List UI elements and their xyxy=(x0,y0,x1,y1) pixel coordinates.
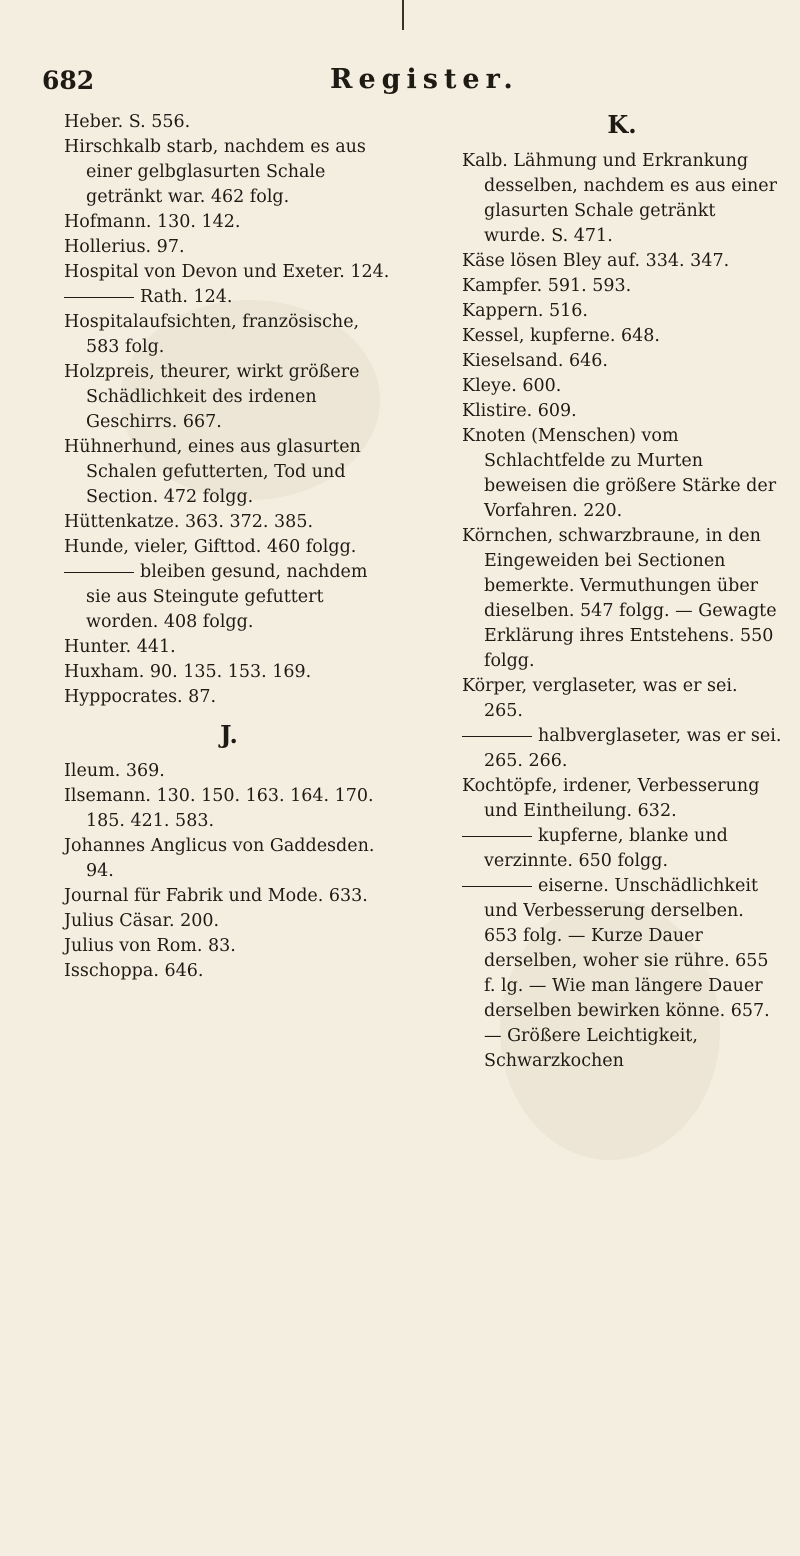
index-entry xyxy=(64,510,394,535)
index-entry xyxy=(64,635,394,660)
entry-text: Julius von Rom. 83. xyxy=(64,936,236,956)
index-entry xyxy=(462,249,782,274)
index-entry xyxy=(462,824,782,874)
entry-text: Hühnerhund, eines aus glasurten Schalen gefutterten, Tod und Section. 472 folgg. xyxy=(64,437,361,507)
index-entry xyxy=(462,299,782,324)
index-entry xyxy=(64,959,394,984)
index-entry xyxy=(462,724,782,774)
entry-text: Johannes Anglicus von Gaddesden. 94. xyxy=(64,836,375,881)
index-entry xyxy=(64,909,394,934)
index-entry xyxy=(462,149,782,249)
entry-text: Hunter. 441. xyxy=(64,637,176,657)
entry-text: Hofmann. 130. 142. xyxy=(64,212,241,232)
index-entry xyxy=(462,349,782,374)
entry-text: Kleye. 600. xyxy=(462,376,562,396)
entry-text: Hirschkalb starb, nachdem es aus einer gelbglasurten Schale getränkt war. 462 folg. xyxy=(64,137,366,207)
entry-text: Hospital von Devon und Exeter. 124. xyxy=(64,262,390,282)
entry-text: Hüttenkatze. 363. 372. 385. xyxy=(64,512,314,532)
index-entry xyxy=(462,399,782,424)
index-entry xyxy=(462,524,782,674)
ditto-dash xyxy=(462,736,532,737)
entry-text: Huxham. 90. 135. 153. 169. xyxy=(64,662,312,682)
entry-text: eiserne. Unschädlichkeit und Verbesserung derselben. 653 folg. — Kurze Dauer derselben, woher sie rühre. 655 f. lg. — Wie man längere Dauer derselben bewirken könne. 657. — Größere Leichtigkeit, Schwarzkochen xyxy=(484,876,770,1071)
entry-text: Hospitalaufsichten, französische, 583 folg. xyxy=(64,312,360,357)
index-entry xyxy=(64,759,394,784)
ditto-dash xyxy=(64,297,134,298)
ditto-dash xyxy=(64,572,134,573)
index-entry xyxy=(64,210,394,235)
entry-text: Journal für Fabrik und Mode. 633. xyxy=(64,886,368,906)
index-entry xyxy=(462,774,782,824)
index-entry xyxy=(64,235,394,260)
page-number: 682 xyxy=(42,66,95,95)
entry-text: Ilsemann. 130. 150. 163. 164. 170. 185. 421. 583. xyxy=(64,786,374,831)
index-entry xyxy=(64,560,394,635)
section-letter-j: J. xyxy=(220,720,238,749)
entry-text: Kieselsand. 646. xyxy=(462,351,608,371)
entry-text: Ileum. 369. xyxy=(64,761,165,781)
entry-text: Kochtöpfe, irdener, Verbesserung und Eintheilung. 632. xyxy=(462,776,760,821)
left-column xyxy=(64,110,394,984)
index-entry xyxy=(462,874,782,1074)
entry-text: Hyppocrates. 87. xyxy=(64,687,217,707)
index-entry xyxy=(64,110,394,135)
entry-text: Isschoppa. 646. xyxy=(64,961,204,981)
index-entry xyxy=(64,934,394,959)
index-entry xyxy=(64,435,394,510)
entry-text: Hunde, vieler, Gifttod. 460 folgg. xyxy=(64,537,357,557)
index-entry xyxy=(64,260,394,285)
index-entry xyxy=(64,535,394,560)
entry-text: Käse lösen Bley auf. 334. 347. xyxy=(462,251,730,271)
index-entry xyxy=(64,310,394,360)
index-entry xyxy=(64,135,394,210)
entry-text: Kessel, kupferne. 648. xyxy=(462,326,660,346)
section-letter-k: K. xyxy=(607,110,637,139)
page-title: Register. xyxy=(330,64,519,95)
right-column xyxy=(462,110,782,1074)
index-entry xyxy=(64,784,394,834)
page-header xyxy=(30,58,770,98)
entry-text: Klistire. 609. xyxy=(462,401,577,421)
index-entry xyxy=(462,424,782,524)
entry-text: Kalb. Lähmung und Erkrankung desselben, nachdem es aus einer glasurten Schale getränkt wurde. S. 471. xyxy=(462,151,778,246)
entry-text: Heber. S. 556. xyxy=(64,112,191,132)
index-entry xyxy=(64,360,394,435)
entry-text: bleiben gesund, nachdem sie aus Steingute gefuttert worden. 408 folgg. xyxy=(86,562,368,632)
entry-text: Körnchen, schwarzbraune, in den Eingeweiden bei Sectionen bemerkte. Vermuthungen über dieselben. 547 folgg. — Gewagte Erklärung ihres Entstehens. 550 folgg. xyxy=(462,526,777,671)
ditto-dash xyxy=(462,886,532,887)
entry-text: Kampfer. 591. 593. xyxy=(462,276,632,296)
ditto-dash xyxy=(462,836,532,837)
entry-text: Körper, verglaseter, was er sei. 265. xyxy=(462,676,738,721)
entry-text: Rath. 124. xyxy=(140,287,233,307)
index-entry xyxy=(462,374,782,399)
entry-text: Julius Cäsar. 200. xyxy=(64,911,220,931)
index-entry xyxy=(64,834,394,884)
index-entry xyxy=(64,884,394,909)
index-entry xyxy=(462,324,782,349)
index-entry xyxy=(64,685,394,710)
index-entry xyxy=(64,285,394,310)
entry-text: Hollerius. 97. xyxy=(64,237,185,257)
entry-text: Kappern. 516. xyxy=(462,301,588,321)
top-mark xyxy=(402,0,404,30)
index-entry xyxy=(462,674,782,724)
entry-text: Knoten (Menschen) vom Schlachtfelde zu Murten beweisen die größere Stärke der Vorfahren. 220. xyxy=(462,426,777,521)
index-entry xyxy=(64,660,394,685)
entry-text: kupferne, blanke und verzinnte. 650 folgg. xyxy=(484,826,728,871)
index-entry xyxy=(462,274,782,299)
entry-text: Holzpreis, theurer, wirkt größere Schädlichkeit des irdenen Geschirrs. 667. xyxy=(64,362,360,432)
entry-text: halbverglaseter, was er sei. 265. 266. xyxy=(484,726,782,771)
